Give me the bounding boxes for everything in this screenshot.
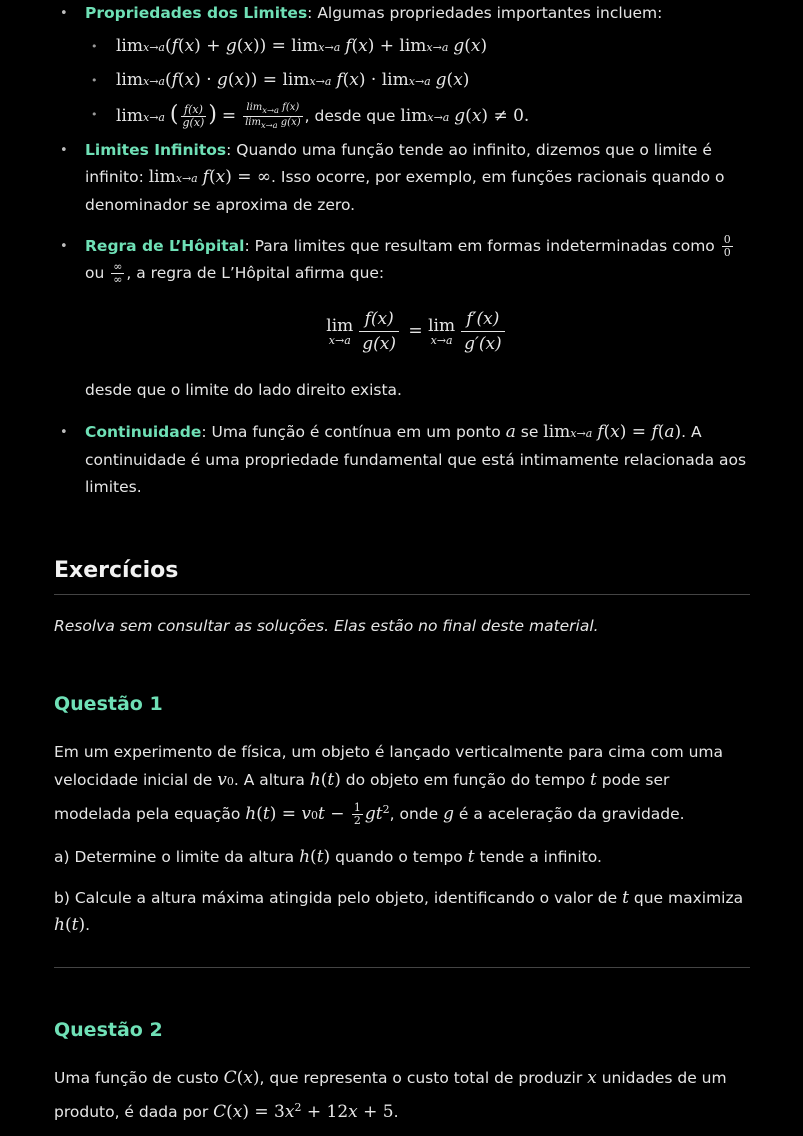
properties-intro: : Algumas propriedades importantes incluem: bbox=[307, 4, 663, 22]
list-item-properties bbox=[54, 0, 750, 131]
list-item-continuity: • Continuidade: Uma função é contínua em um ponto a se limx→a f(x) = f(a). A continuidade é uma propriedade fundamental que está intimamente relacionada aos limites. bbox=[54, 419, 750, 501]
continuity-se: se bbox=[515, 423, 544, 441]
continuity-title: Continuidade bbox=[85, 423, 202, 441]
exercises-note: Resolva sem consultar as soluções. Elas estão no final deste material. bbox=[54, 617, 599, 635]
question-1-item-b: b) Calcule a altura máxima atingida pelo objeto, identificando o valor de t que maximiza h(t). bbox=[54, 888, 744, 936]
infinite-title: Limites Infinitos bbox=[85, 141, 227, 159]
property-sum: • limx→a(f(x) + g(x)) = limx→a f(x) + limx→a g(x) bbox=[85, 33, 750, 61]
limits-list bbox=[54, 0, 750, 501]
continuity-text-2: . A continuidade é uma propriedade fundamental que está intimamente relacionada aos limites. bbox=[85, 423, 747, 496]
lhopital-formula: lim x→a $\frac{f(x)}{g(x)}$ = lim x→a $\frac{f'(x)}{g'(x)}$ bbox=[85, 305, 750, 357]
question-2-statement: Uma função de custo C(x), que representa o custo total de produzir x unidades de um produto, é dada por $C(x) = 3x^2 + 12x + 5$. bbox=[54, 1068, 727, 1123]
list-item-infinite-limits: • Limites Infinitos: Quando uma função tende ao infinito, dizemos que o limite é infinito: limx→a f(x) = ∞. Isso ocorre, por exemplo, em funções racionais quando o denominador se aproxima de zero. bbox=[54, 137, 750, 219]
question-2-title: Questão 2 bbox=[54, 1019, 163, 1042]
properties-title: Propriedades dos Limites bbox=[85, 4, 308, 22]
document-content bbox=[54, 0, 750, 1127]
properties-sublist bbox=[85, 33, 750, 131]
property-quotient: • limx→a ( $\frac{f(x)}{g(x)}$ ) = $\frac{\lim_{x\to a} f(x)}{\lim_{x\to a} g(x)}$ , desde que limx→a g(x) ≠ 0. bbox=[85, 101, 750, 131]
lhopital-title: Regra de L’Hôpital bbox=[85, 237, 245, 255]
infinite-text-1: : Quando uma função tende ao infinito, dizemos que o limite é infinito: bbox=[85, 141, 712, 186]
lhopital-text-2: , a regra de L’Hôpital afirma que: bbox=[126, 264, 385, 282]
property-product: • limx→a(f(x) · g(x)) = limx→a f(x) · limx→a g(x) bbox=[85, 67, 750, 95]
infinite-text-2: . Isso ocorre, por exemplo, em funções racionais quando o denominador se aproxima de zero. bbox=[85, 168, 725, 214]
lhopital-after: desde que o limite do lado direito exista. bbox=[85, 381, 402, 399]
lhopital-text-1: : Para limites que resultam em formas indeterminadas como bbox=[244, 237, 720, 255]
list-item-lhopital: • Regra de L’Hôpital: Para limites que resultam em formas indeterminadas como $\frac{0}{0}$ ou $\frac{\infty}{\infty}$ , a regra de L’Hôpital afirma que: lim x→a $\frac{f(x)}{g(x)}$ = lim x→a $\frac{f'(x)}{g'(x)}$ desde que o limite do lado direito exista. bbox=[54, 233, 750, 404]
question-1-title: Questão 1 bbox=[54, 693, 163, 715]
lhopital-or: ou bbox=[85, 264, 110, 282]
continuity-text-1: : Uma função é contínua em um ponto bbox=[201, 423, 506, 441]
question-1-item-a: a) Determine o limite da altura h(t) quando o tempo t tende a infinito. bbox=[54, 847, 602, 868]
question-1-statement: Em um experimento de física, um objeto é lançado verticalmente para cima com uma velocidade inicial de v0. A altura h(t) do objeto em função do tempo t pode ser modelada pela equação h(t) = v0t − $\frac{1}{2}$ $gt^2$, onde g é a aceleração da gravidade. bbox=[54, 743, 724, 828]
exercises-heading: Exercícios bbox=[54, 557, 750, 595]
quotient-condition: , desde que bbox=[304, 107, 401, 125]
